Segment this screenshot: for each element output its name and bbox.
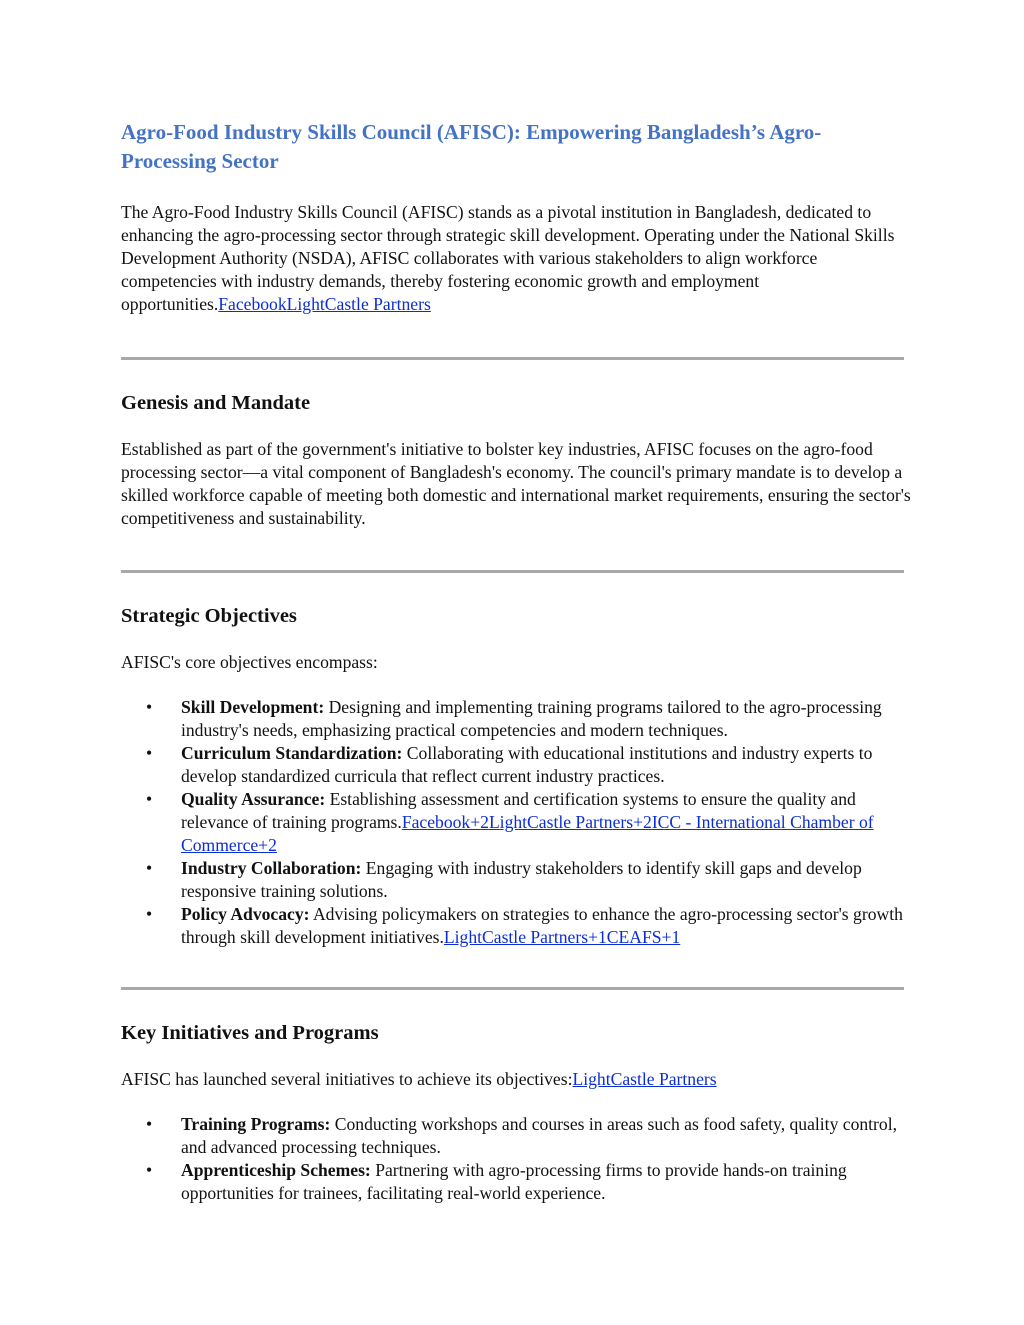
bullet-icon: •: [146, 789, 153, 809]
item-term: Apprenticeship Schemes:: [181, 1160, 371, 1180]
link-lightcastle[interactable]: LightCastle Partners: [572, 1069, 717, 1089]
bullet-icon: •: [146, 743, 153, 763]
list-item: [121, 1159, 911, 1205]
item-text: Collaborating with educational institutions and industry experts to develop standardized curricula that reflect current industry practices.: [181, 743, 873, 786]
item-text: Designing and implementing training programs tailored to the agro-processing industry's needs, emphasizing practical competencies and modern techniques.: [181, 697, 882, 740]
initiatives-lead: [121, 1068, 911, 1091]
list-item: [121, 857, 911, 903]
intro-link-facebook[interactable]: Facebook: [218, 294, 287, 314]
item-term: Policy Advocacy:: [181, 904, 310, 924]
item-text: Engaging with industry stakeholders to identify skill gaps and develop responsive training solutions.: [181, 858, 862, 901]
item-text: Partnering with agro-processing firms to provide hands-on training opportunities for trainees, facilitating real-world experience.: [181, 1160, 847, 1203]
initiatives-lead-text: AFISC has launched several initiatives to achieve its objectives:: [121, 1069, 573, 1089]
link-ceafs[interactable]: CEAFS+1: [606, 927, 681, 947]
list-item: [121, 742, 911, 788]
document-content: [121, 118, 911, 1205]
section-divider: [121, 357, 904, 360]
item-text: Advising policymakers on strategies to enhance the agro-processing sector's growth through skill development initiatives.: [181, 904, 903, 947]
section-divider: [121, 987, 904, 990]
bullet-icon: •: [146, 904, 153, 924]
genesis-heading: Genesis and Mandate: [121, 392, 311, 414]
item-term: Industry Collaboration:: [181, 858, 362, 878]
genesis-paragraph: Established as part of the government's initiative to bolster key industries, AFISC focuses on the agro-food processing sector—a vital component of Bangladesh's economy. The council's primary mandate is to develop a skilled workforce capable of meeting both domestic and international market requirements, ensuring the sector's competitiveness and sustainability.: [121, 439, 911, 528]
item-text: Establishing assessment and certification systems to ensure the quality and relevance of training programs.: [181, 789, 856, 832]
list-item: [121, 696, 911, 742]
section-divider: [121, 570, 904, 573]
link-facebook[interactable]: Facebook+2: [401, 812, 489, 832]
objectives-lead: AFISC's core objectives encompass:: [121, 652, 378, 672]
list-item: [121, 788, 911, 857]
bullet-icon: •: [146, 1160, 153, 1180]
item-term: Skill Development:: [181, 697, 325, 717]
intro-link-lightcastle[interactable]: LightCastle Partners: [286, 294, 431, 314]
item-term: Training Programs:: [181, 1114, 331, 1134]
link-icc[interactable]: ICC - International Chamber of Commerce+2: [181, 812, 874, 855]
item-term: Curriculum Standardization:: [181, 743, 403, 763]
objectives-list: [121, 696, 911, 949]
document-title: Agro-Food Industry Skills Council (AFISC): Empowering Bangladesh’s Agro-Processing Sector: [121, 120, 822, 173]
bullet-icon: •: [146, 697, 153, 717]
item-text: Conducting workshops and courses in areas such as food safety, quality control, and advanced processing techniques.: [181, 1114, 897, 1157]
bullet-icon: •: [146, 1114, 153, 1134]
initiatives-list: [121, 1113, 911, 1205]
list-item: [121, 1113, 911, 1159]
intro-paragraph: [121, 201, 911, 316]
objectives-heading: Strategic Objectives: [121, 605, 297, 627]
link-lightcastle[interactable]: LightCastle Partners+2: [488, 812, 652, 832]
item-term: Quality Assurance:: [181, 789, 326, 809]
intro-text: The Agro-Food Industry Skills Council (AFISC) stands as a pivotal institution in Bangladesh, dedicated to enhancing the agro-processing sector through strategic skill development. Operating under the National Skills Development Authority (NSDA), AFISC collaborates with various stakeholders to align workforce competencies with industry demands, thereby fostering economic growth and employment opportunities.: [121, 202, 895, 314]
list-item: [121, 903, 911, 949]
bullet-icon: •: [146, 858, 153, 878]
link-lightcastle[interactable]: LightCastle Partners+1: [443, 927, 607, 947]
initiatives-heading: Key Initiatives and Programs: [121, 1022, 379, 1044]
